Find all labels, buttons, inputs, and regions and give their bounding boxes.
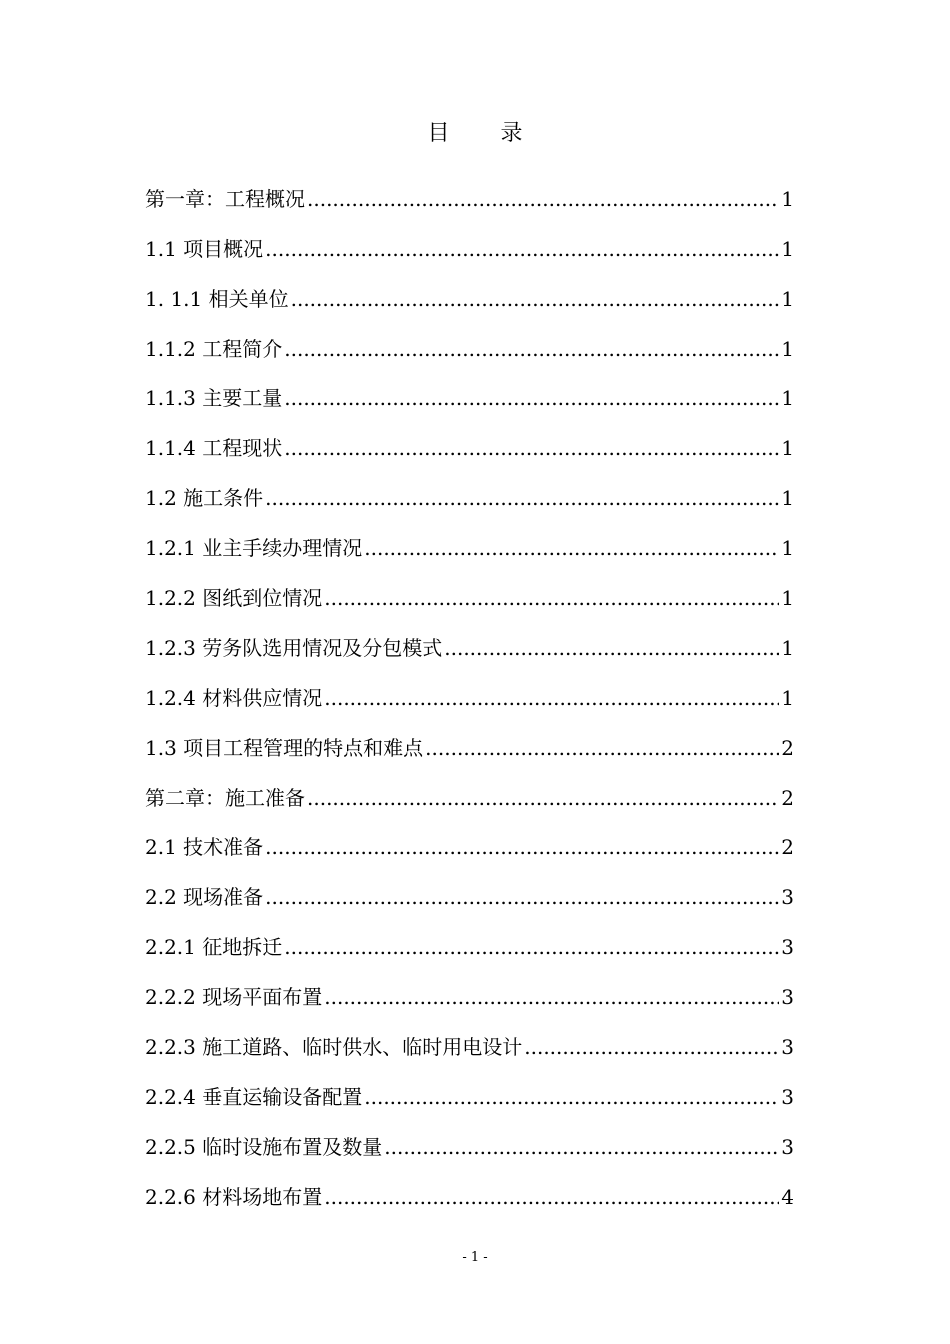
toc-entry-page: 1	[781, 286, 794, 311]
toc-entry-page: 3	[781, 885, 794, 910]
toc-entry-label: 1.2.1 业主手续办理情况	[145, 536, 363, 561]
toc-entry-label: 1.1.4 工程现状	[145, 436, 283, 461]
toc-entry-label: 2.2 现场准备	[145, 885, 264, 910]
toc-entry-label: 2.1 技术准备	[145, 835, 264, 860]
dot-leader	[265, 879, 779, 915]
toc-entry-page: 1	[781, 536, 794, 561]
toc-entry-page: 1	[781, 635, 794, 660]
toc-entry[interactable]	[145, 965, 794, 1015]
toc-entry-label: 2.2.3 施工道路、临时供水、临时用电设计	[145, 1035, 523, 1060]
dot-leader	[324, 979, 779, 1015]
toc-entry[interactable]	[145, 516, 794, 566]
toc-entry[interactable]	[145, 1165, 794, 1215]
toc-entry-label: 1.2.4 材料供应情况	[145, 685, 323, 710]
dot-leader	[284, 331, 779, 367]
toc-entry[interactable]	[145, 1115, 794, 1165]
toc-entry-page: 1	[781, 586, 794, 611]
toc-entry-label: 1.2.2 图纸到位情况	[145, 586, 323, 611]
toc-entry-label: 1.2.3 劳务队选用情况及分包模式	[145, 635, 443, 660]
toc-entry-page: 2	[781, 735, 794, 760]
dot-leader	[284, 929, 779, 965]
toc-entry[interactable]	[145, 267, 794, 317]
toc-entry[interactable]	[145, 317, 794, 367]
toc-entry-page: 1	[781, 186, 794, 211]
toc-title: 目 录	[427, 121, 545, 146]
toc-entry-page: 3	[781, 1035, 794, 1060]
dot-leader	[444, 630, 779, 666]
dot-leader	[307, 181, 779, 217]
toc-entry-label: 2.2.1 征地拆迁	[145, 935, 283, 960]
toc-entry-page: 1	[781, 685, 794, 710]
dot-leader	[265, 829, 779, 865]
dot-leader	[284, 380, 779, 416]
toc-entry-label: 1.1 项目概况	[145, 236, 264, 261]
dot-leader	[265, 231, 779, 267]
toc-entry-page: 3	[781, 1134, 794, 1159]
toc-entry[interactable]	[145, 466, 794, 516]
toc-entry[interactable]	[145, 167, 794, 217]
toc-entry-page: 1	[781, 436, 794, 461]
toc-entry-label: 1.3 项目工程管理的特点和难点	[145, 735, 424, 760]
toc-entry[interactable]	[145, 616, 794, 666]
toc-entry-page: 1	[781, 336, 794, 361]
toc-entry[interactable]	[145, 566, 794, 616]
dot-leader	[425, 730, 779, 766]
dot-leader	[265, 480, 779, 516]
toc-entry-label: 1.2 施工条件	[145, 486, 264, 511]
toc-entry[interactable]	[145, 816, 794, 866]
dot-leader	[324, 680, 779, 716]
toc-entry[interactable]	[145, 367, 794, 417]
toc-entry[interactable]	[145, 666, 794, 716]
toc-entry[interactable]	[145, 716, 794, 766]
toc-entry[interactable]	[145, 1015, 794, 1065]
toc-entry-label: 第二章：施工准备	[145, 785, 305, 810]
toc-entry[interactable]	[145, 1065, 794, 1115]
toc-entry-page: 3	[781, 985, 794, 1010]
toc-entry-page: 1	[781, 236, 794, 261]
dot-leader	[291, 281, 780, 317]
dot-leader	[364, 1079, 779, 1115]
dot-leader	[524, 1029, 779, 1065]
toc-entry-label: 第一章：工程概况	[145, 186, 305, 211]
toc-entry-label: 1.1.3 主要工量	[145, 386, 283, 411]
toc-entry[interactable]	[145, 766, 794, 816]
toc-entry-page: 4	[781, 1184, 794, 1209]
toc-entry-page: 3	[781, 1084, 794, 1109]
toc-entry-page: 2	[781, 785, 794, 810]
toc-entry[interactable]	[145, 865, 794, 915]
toc-entry-label: 2.2.4 垂直运输设备配置	[145, 1084, 363, 1109]
toc-entry-page: 1	[781, 386, 794, 411]
dot-leader	[284, 430, 779, 466]
toc-entry-label: 2.2.6 材料场地布置	[145, 1184, 323, 1209]
toc-list	[145, 167, 794, 1215]
toc-entry-page: 3	[781, 935, 794, 960]
toc-entry[interactable]	[145, 217, 794, 267]
toc-entry-label: 2.2.2 现场平面布置	[145, 985, 323, 1010]
toc-entry-label: 2.2.5 临时设施布置及数量	[145, 1134, 383, 1159]
toc-entry-label: 1. 1.1 相关单位	[145, 286, 289, 311]
toc-entry-label: 1.1.2 工程简介	[145, 336, 283, 361]
toc-entry[interactable]	[145, 416, 794, 466]
dot-leader	[324, 580, 779, 616]
dot-leader	[324, 1179, 779, 1215]
toc-entry[interactable]	[145, 915, 794, 965]
page-number: - 1 -	[462, 1250, 488, 1265]
dot-leader	[384, 1129, 779, 1165]
dot-leader	[364, 530, 779, 566]
toc-entry-page: 2	[781, 835, 794, 860]
dot-leader	[307, 780, 779, 816]
toc-entry-page: 1	[781, 486, 794, 511]
